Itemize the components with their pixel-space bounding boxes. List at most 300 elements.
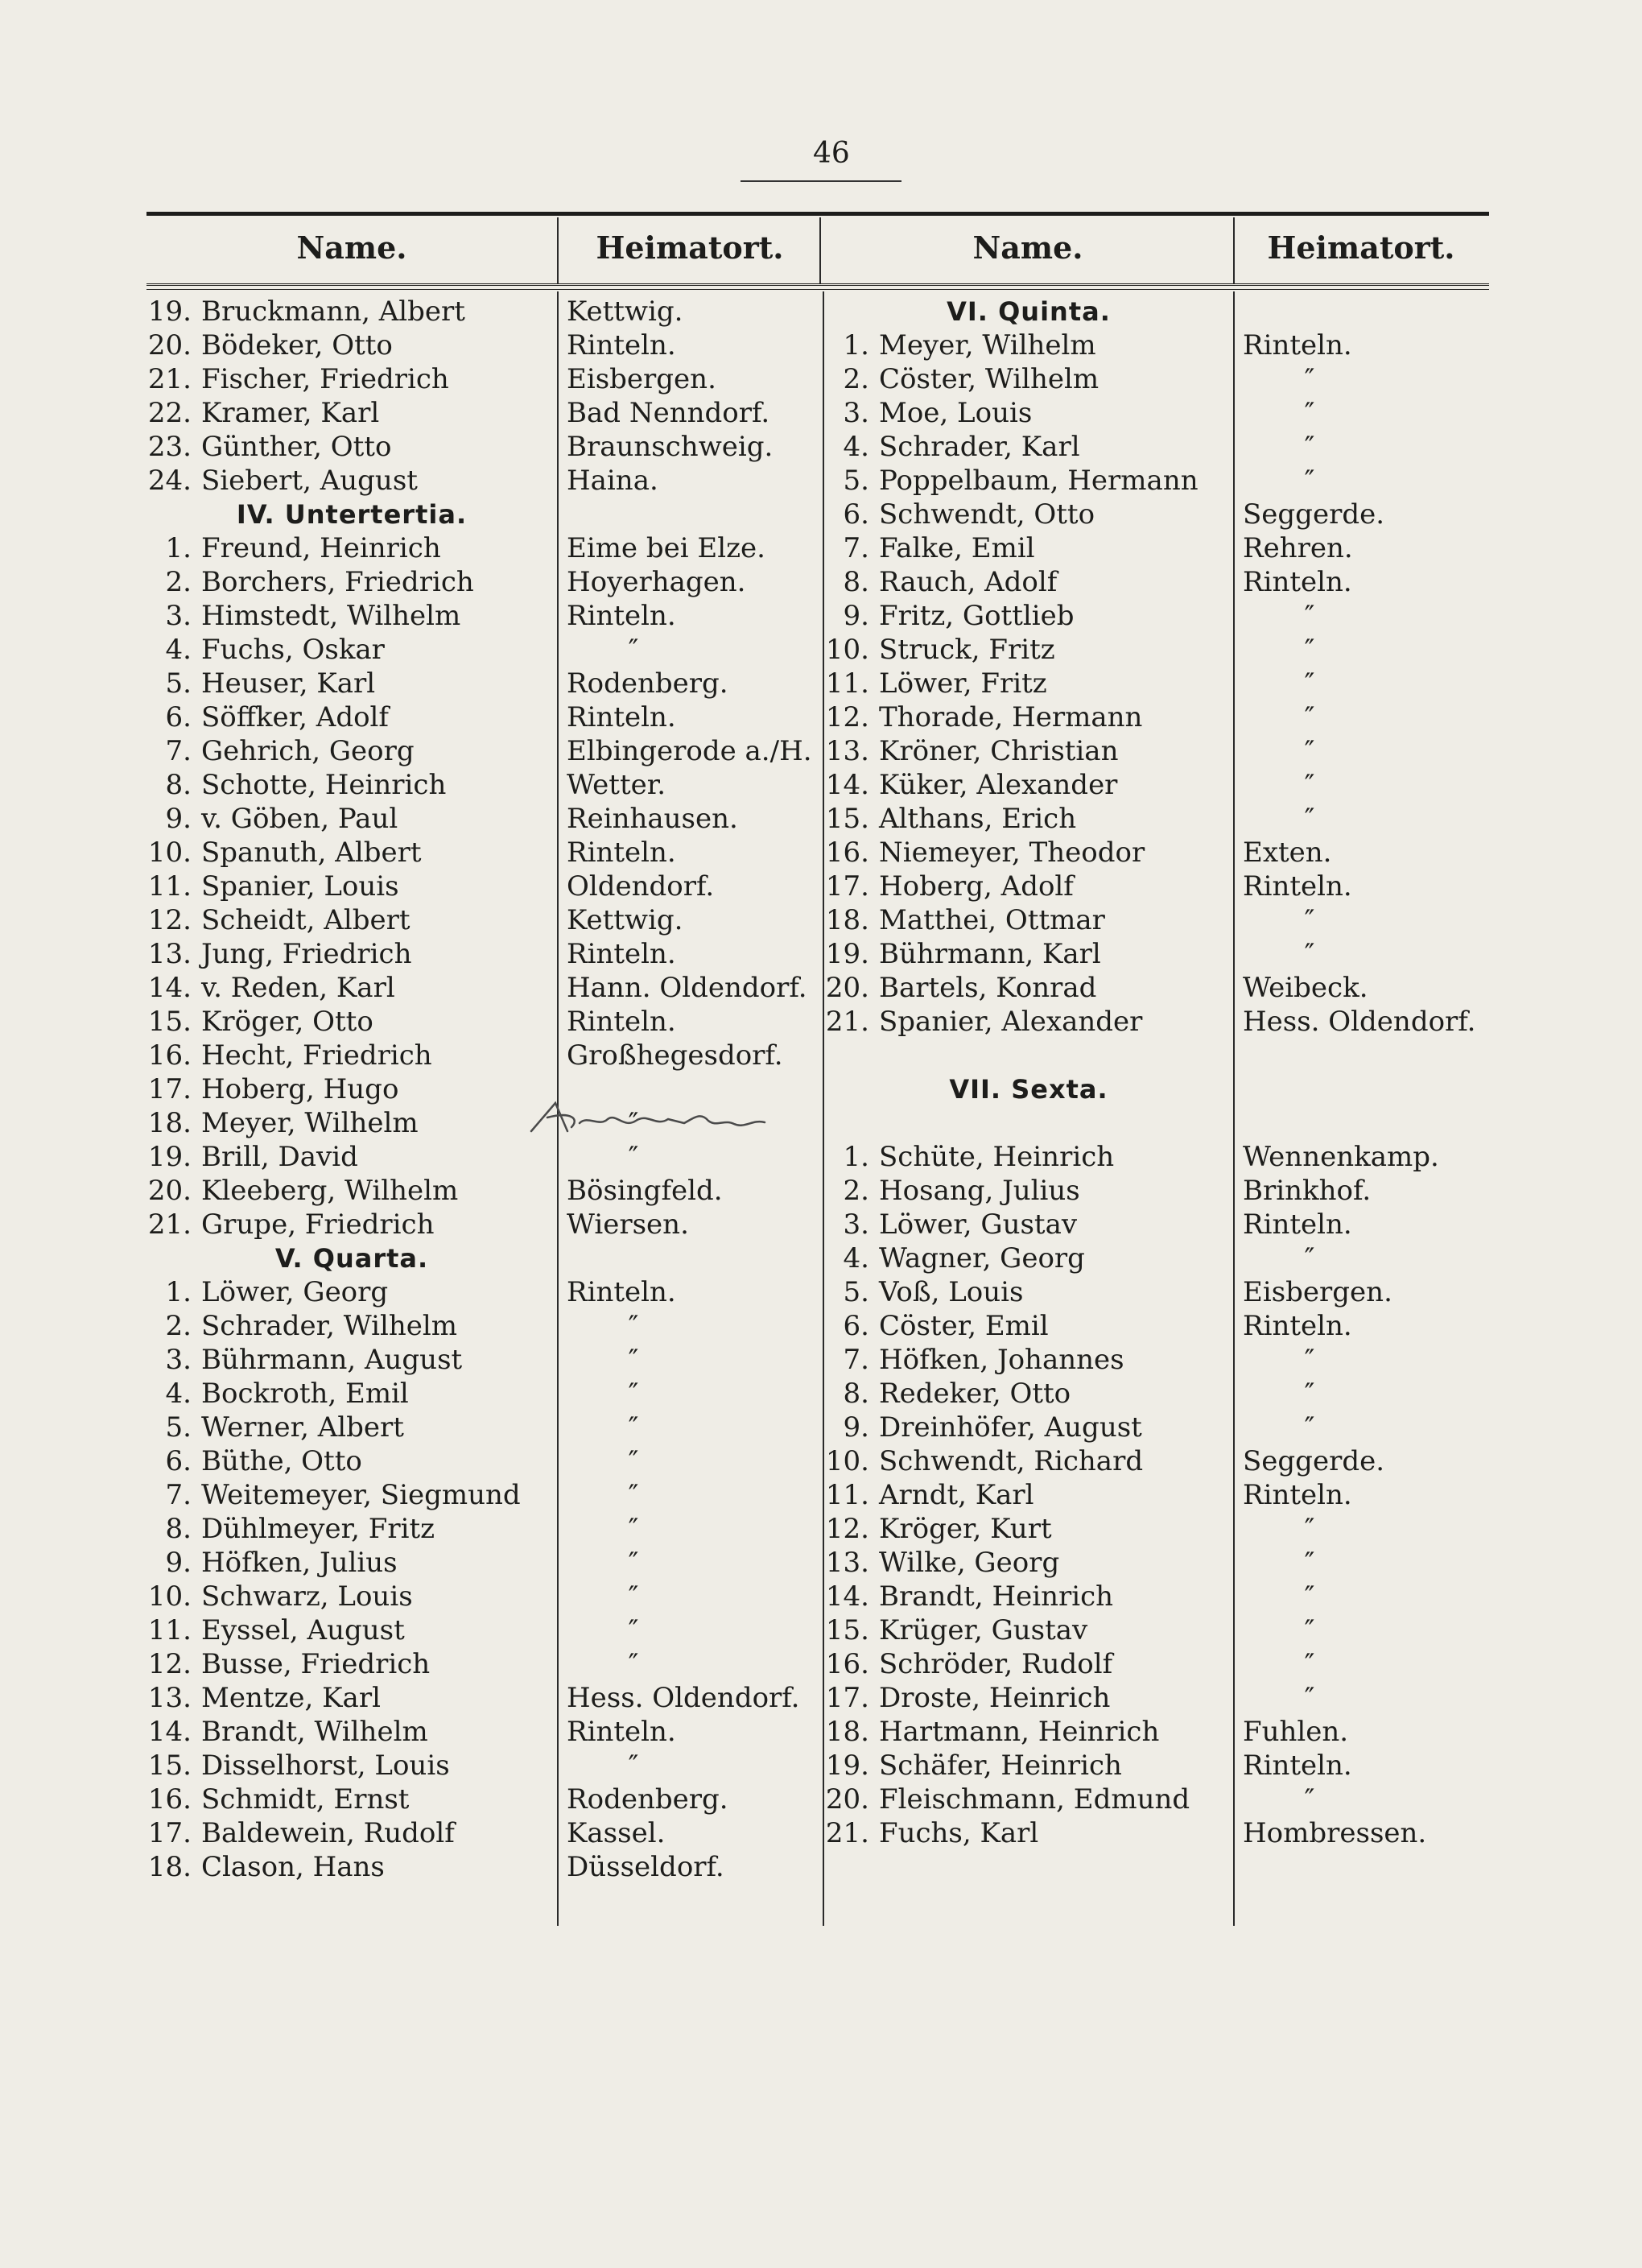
hometown-cell: Rinteln. — [567, 329, 676, 361]
student-name-cell — [146, 633, 557, 667]
student-name: Spanier, Alexander — [879, 1006, 1143, 1038]
student-name-cell — [824, 1647, 1233, 1681]
hometown-cell: Hess. Oldendorf. — [567, 1682, 800, 1714]
student-name: Wagner, Georg — [879, 1242, 1085, 1274]
student-name: Spanuth, Albert — [201, 837, 422, 869]
student-name: Arndt, Karl — [879, 1479, 1034, 1511]
hometown-cell: Weibeck. — [1243, 972, 1368, 1004]
row-number: 12. — [147, 904, 192, 936]
row-number: 15. — [147, 1750, 192, 1782]
student-name-cell — [146, 870, 557, 903]
student-name: Fritz, Gottlieb — [879, 600, 1075, 632]
student-name: Grupe, Friedrich — [201, 1208, 435, 1241]
student-name: Clason, Hans — [201, 1851, 385, 1883]
table-row — [146, 1140, 823, 1174]
student-name: Matthei, Ottmar — [879, 904, 1105, 936]
table-row — [824, 1174, 1489, 1208]
hometown-cell: ″ — [1304, 1614, 1315, 1646]
handwritten-signature — [523, 1095, 829, 1143]
table-row — [824, 1749, 1489, 1783]
table-row — [146, 1816, 823, 1850]
student-name: Borchers, Friedrich — [201, 566, 474, 598]
row-number: 7. — [165, 1479, 192, 1511]
hometown-cell: Rinteln. — [1243, 566, 1352, 598]
table-row — [824, 1546, 1489, 1580]
student-name-cell — [146, 1072, 557, 1106]
student-name: Bruckmann, Albert — [201, 295, 465, 328]
student-name: Rauch, Adolf — [879, 566, 1058, 598]
student-name: Baldewein, Rudolf — [201, 1817, 455, 1849]
row-number: 14. — [147, 1716, 192, 1748]
table-row — [824, 1478, 1489, 1512]
hometown-cell: Fuhlen. — [1243, 1716, 1349, 1748]
table-row — [824, 937, 1489, 971]
student-name: Schotte, Heinrich — [201, 769, 447, 801]
student-name-cell — [146, 599, 557, 633]
student-name-cell — [146, 1613, 557, 1647]
student-name-cell — [146, 1411, 557, 1444]
student-name-cell — [146, 1478, 557, 1512]
table-row — [824, 430, 1489, 464]
row-number: 18. — [147, 1107, 192, 1139]
student-name-cell — [146, 1647, 557, 1681]
student-name: Heuser, Karl — [201, 667, 376, 700]
hometown-cell: ″ — [1304, 938, 1315, 970]
header-name-right: Name. — [972, 229, 1083, 266]
student-name-cell — [824, 1512, 1233, 1546]
hometown-cell: Düsseldorf. — [567, 1851, 724, 1883]
student-name: Moe, Louis — [879, 397, 1033, 429]
row-number: 6. — [165, 701, 192, 733]
student-name: Weitemeyer, Siegmund — [201, 1479, 521, 1511]
hometown-cell: ″ — [1304, 600, 1315, 632]
student-name: Schrader, Wilhelm — [201, 1310, 458, 1342]
student-name-cell — [824, 1478, 1233, 1512]
table-row — [146, 328, 823, 362]
student-name-cell — [146, 1816, 557, 1850]
table-row — [146, 937, 823, 971]
student-name-cell — [824, 1816, 1233, 1850]
column-divider-left-header — [557, 217, 559, 283]
table-row — [824, 1005, 1489, 1039]
table-row — [824, 531, 1489, 565]
row-number: 11. — [147, 870, 192, 903]
student-name: Falke, Emil — [879, 532, 1035, 564]
student-name-cell — [146, 565, 557, 599]
student-name-cell — [824, 531, 1233, 565]
table-row — [146, 565, 823, 599]
student-name: Werner, Albert — [201, 1411, 404, 1444]
student-name: Schwarz, Louis — [201, 1580, 413, 1613]
student-name: Schwendt, Otto — [879, 498, 1095, 531]
row-number: 2. — [843, 363, 869, 395]
table-row — [146, 734, 823, 768]
hometown-cell: Kassel. — [567, 1817, 666, 1849]
table-row — [824, 1377, 1489, 1411]
row-number: 19. — [147, 295, 192, 328]
student-name-cell — [824, 430, 1233, 464]
hometown-cell: ″ — [628, 1445, 639, 1477]
row-number: 13. — [147, 1682, 192, 1714]
table-row — [146, 430, 823, 464]
student-name: Spanier, Louis — [201, 870, 399, 903]
student-name-cell — [824, 768, 1233, 802]
student-name-cell — [824, 903, 1233, 937]
hometown-cell: ″ — [1304, 1783, 1315, 1816]
table-row — [824, 396, 1489, 430]
row-number: 16. — [825, 1648, 869, 1680]
header-rule-bottom — [146, 283, 1489, 290]
student-name: Busse, Friedrich — [201, 1648, 431, 1680]
page-number-rule — [741, 180, 901, 182]
hometown-cell: Rinteln. — [1243, 1208, 1352, 1241]
student-name-cell — [146, 1174, 557, 1208]
header-rule-top — [146, 212, 1489, 216]
student-name: Kröner, Christian — [879, 735, 1119, 767]
row-number: 21. — [147, 1208, 192, 1241]
student-name-cell — [146, 430, 557, 464]
row-number: 9. — [165, 803, 192, 835]
hometown-cell: Rinteln. — [1243, 1310, 1352, 1342]
student-name-cell — [146, 1275, 557, 1309]
student-name: Himstedt, Wilhelm — [201, 600, 461, 632]
student-name: Cöster, Emil — [879, 1310, 1049, 1342]
hometown-cell: ″ — [628, 1513, 639, 1545]
table-row — [146, 1749, 823, 1783]
row-number: 10. — [147, 837, 192, 869]
student-name-cell — [146, 971, 557, 1005]
row-number: 13. — [825, 735, 869, 767]
student-name: Brandt, Wilhelm — [201, 1716, 428, 1748]
hometown-cell: Wiersen. — [567, 1208, 689, 1241]
table-row — [146, 633, 823, 667]
table-row — [824, 1140, 1489, 1174]
student-name: Fleischmann, Edmund — [879, 1783, 1190, 1816]
table-row — [824, 836, 1489, 870]
student-name-cell — [824, 1208, 1233, 1241]
hometown-cell: Oldendorf. — [567, 870, 715, 903]
student-name: Brill, David — [201, 1141, 358, 1173]
hometown-cell: Rinteln. — [567, 837, 676, 869]
student-name: Kleeberg, Wilhelm — [201, 1175, 459, 1207]
table-row — [824, 903, 1489, 937]
row-number: 18. — [825, 904, 869, 936]
student-name: Schröder, Rudolf — [879, 1648, 1113, 1680]
table-row — [824, 1715, 1489, 1749]
student-name-cell — [146, 464, 557, 498]
student-name-cell — [824, 1613, 1233, 1647]
spacer — [824, 1039, 1489, 1072]
row-number: 1. — [843, 1141, 869, 1173]
row-number: 3. — [165, 1344, 192, 1376]
row-number: 1. — [843, 329, 869, 361]
table-row — [146, 1411, 823, 1444]
student-name: Hartmann, Heinrich — [879, 1716, 1160, 1748]
student-name: Dühlmeyer, Fritz — [201, 1513, 435, 1545]
student-name: Söffker, Adolf — [201, 701, 390, 733]
student-name-cell — [146, 903, 557, 937]
student-name: Jung, Friedrich — [201, 938, 412, 970]
row-number: 17. — [147, 1073, 192, 1105]
student-name: Redeker, Otto — [879, 1378, 1071, 1410]
student-name-cell — [824, 599, 1233, 633]
student-name: Schrader, Karl — [879, 431, 1080, 463]
row-number: 21. — [147, 363, 192, 395]
hometown-cell: Hoyerhagen. — [567, 566, 746, 598]
row-number: 20. — [147, 329, 192, 361]
student-name: Gehrich, Georg — [201, 735, 415, 767]
row-number: 6. — [843, 498, 869, 531]
student-name: Scheidt, Albert — [201, 904, 410, 936]
hometown-cell: ″ — [628, 1107, 639, 1139]
row-number: 10. — [147, 1580, 192, 1613]
table-row — [146, 768, 823, 802]
row-number: 16. — [147, 1783, 192, 1816]
student-name: Fischer, Friedrich — [201, 363, 449, 395]
row-number: 19. — [825, 938, 869, 970]
table-row — [824, 1816, 1489, 1850]
row-number: 8. — [843, 566, 869, 598]
row-number: 3. — [843, 397, 869, 429]
student-name-cell — [146, 1106, 557, 1140]
student-name-cell — [824, 802, 1233, 836]
hometown-cell: ″ — [1304, 701, 1315, 733]
student-name: Dreinhöfer, August — [879, 1411, 1142, 1444]
student-name: Thorade, Hermann — [879, 701, 1143, 733]
table-row — [146, 1613, 823, 1647]
student-name: Löwer, Gustav — [879, 1208, 1078, 1241]
table-row — [824, 700, 1489, 734]
table-row — [824, 1411, 1489, 1444]
row-number: 2. — [165, 1310, 192, 1342]
table-row — [146, 599, 823, 633]
student-name: Schüte, Heinrich — [879, 1141, 1115, 1173]
hometown-cell: ″ — [1304, 363, 1315, 395]
student-name: Hoberg, Hugo — [201, 1073, 399, 1105]
student-name: Hoberg, Adolf — [879, 870, 1074, 903]
hometown-cell: Wetter. — [567, 769, 666, 801]
row-number: 14. — [147, 972, 192, 1004]
student-name-cell — [824, 1783, 1233, 1816]
table-row — [146, 464, 823, 498]
hometown-cell: Rehren. — [1243, 532, 1353, 564]
spacer — [824, 1106, 1489, 1140]
hometown-cell: ″ — [1304, 1378, 1315, 1410]
table-row — [824, 1647, 1489, 1681]
student-name-cell — [824, 396, 1233, 430]
table-row — [824, 1512, 1489, 1546]
header-name-left: Name. — [296, 229, 407, 266]
student-name-cell — [824, 328, 1233, 362]
student-name-cell — [824, 362, 1233, 396]
row-number: 6. — [843, 1310, 869, 1342]
hometown-cell: Rinteln. — [567, 701, 676, 733]
table-row — [824, 971, 1489, 1005]
table-row — [824, 870, 1489, 903]
row-number: 14. — [825, 769, 869, 801]
student-name: Schäfer, Heinrich — [879, 1750, 1122, 1782]
table-row — [824, 498, 1489, 531]
student-name: Bührmann, August — [201, 1344, 463, 1376]
student-name-cell — [824, 734, 1233, 768]
student-name: Hosang, Julius — [879, 1175, 1080, 1207]
student-name-cell — [824, 1005, 1233, 1039]
table-row — [146, 1444, 823, 1478]
student-name-cell — [824, 1681, 1233, 1715]
row-number: 4. — [165, 634, 192, 666]
row-number: 9. — [843, 1411, 869, 1444]
table-row — [146, 362, 823, 396]
table-row — [824, 768, 1489, 802]
table-row — [146, 802, 823, 836]
table-row — [146, 971, 823, 1005]
section-heading: VI. Quinta. — [947, 296, 1111, 327]
student-name: v. Göben, Paul — [201, 803, 398, 835]
table-row — [146, 1039, 823, 1072]
student-name: Siebert, August — [201, 465, 418, 497]
row-number: 24. — [147, 465, 192, 497]
hometown-cell: ″ — [628, 1580, 639, 1613]
row-number: 4. — [843, 431, 869, 463]
student-name: Schmidt, Ernst — [201, 1783, 410, 1816]
table-row — [824, 1309, 1489, 1343]
student-name: Höfken, Julius — [201, 1547, 398, 1579]
student-name: Fuchs, Oskar — [201, 634, 385, 666]
hometown-cell: Haina. — [567, 465, 658, 497]
student-name-cell — [146, 1140, 557, 1174]
hometown-cell: ″ — [1304, 1344, 1315, 1376]
hometown-cell: ″ — [628, 1310, 639, 1342]
student-name-cell — [824, 633, 1233, 667]
row-number: 7. — [843, 532, 869, 564]
student-name-cell — [824, 836, 1233, 870]
student-name-cell — [146, 1377, 557, 1411]
row-number: 16. — [825, 837, 869, 869]
table-row — [824, 1343, 1489, 1377]
row-number: 2. — [843, 1175, 869, 1207]
row-number: 21. — [825, 1817, 869, 1849]
student-name: v. Reden, Karl — [201, 972, 395, 1004]
hometown-cell: Eisbergen. — [1243, 1276, 1392, 1308]
row-number: 22. — [147, 397, 192, 429]
row-number: 2. — [165, 566, 192, 598]
hometown-cell: ″ — [628, 1141, 639, 1173]
hometown-cell: ″ — [1304, 1547, 1315, 1579]
student-name: Kramer, Karl — [201, 397, 380, 429]
hometown-cell: Wennenkamp. — [1243, 1141, 1439, 1173]
row-number: 7. — [165, 735, 192, 767]
hometown-cell: ″ — [1304, 397, 1315, 429]
row-number: 4. — [165, 1378, 192, 1410]
table-row — [824, 734, 1489, 768]
student-name: Bartels, Konrad — [879, 972, 1097, 1004]
table-row — [824, 1783, 1489, 1816]
student-name: Kröger, Kurt — [879, 1513, 1052, 1545]
section-heading: V. Quarta. — [274, 1243, 429, 1274]
hometown-cell: ″ — [1304, 431, 1315, 463]
row-number: 23. — [147, 431, 192, 463]
hometown-cell: ″ — [628, 1648, 639, 1680]
student-name: Meyer, Wilhelm — [201, 1107, 419, 1139]
student-name-cell — [824, 565, 1233, 599]
hometown-cell: Rinteln. — [567, 1716, 676, 1748]
row-number: 3. — [165, 600, 192, 632]
hometown-cell: Eisbergen. — [567, 363, 716, 395]
student-name-cell — [824, 1241, 1233, 1275]
student-name: Bührmann, Karl — [879, 938, 1101, 970]
table-row — [824, 1613, 1489, 1647]
left-table-column — [146, 295, 823, 1884]
hometown-cell: Rodenberg. — [567, 667, 728, 700]
row-number: 5. — [165, 1411, 192, 1444]
student-name-cell — [146, 362, 557, 396]
hometown-cell: ″ — [628, 1411, 639, 1444]
row-number: 19. — [825, 1750, 869, 1782]
student-name: Meyer, Wilhelm — [879, 329, 1096, 361]
row-number: 12. — [825, 701, 869, 733]
student-name-cell — [146, 328, 557, 362]
student-name-cell — [146, 531, 557, 565]
hometown-cell: ″ — [628, 1344, 639, 1376]
table-row — [146, 1377, 823, 1411]
row-number: 12. — [147, 1648, 192, 1680]
student-name-cell — [146, 1208, 557, 1241]
table-row — [146, 1850, 823, 1884]
hometown-cell: ″ — [1304, 1242, 1315, 1274]
row-number: 7. — [843, 1344, 869, 1376]
hometown-cell: ″ — [628, 1614, 639, 1646]
row-number: 17. — [825, 870, 869, 903]
student-name: Mentze, Karl — [201, 1682, 381, 1714]
student-name: Bockroth, Emil — [201, 1378, 409, 1410]
hometown-cell: ″ — [628, 1378, 639, 1410]
table-row — [824, 1580, 1489, 1613]
right-table-column — [824, 295, 1489, 1850]
hometown-cell: Hann. Oldendorf. — [567, 972, 807, 1004]
row-number: 15. — [147, 1006, 192, 1038]
student-name: Wilke, Georg — [879, 1547, 1060, 1579]
row-number: 9. — [843, 600, 869, 632]
hometown-cell: ″ — [628, 1750, 639, 1782]
hometown-cell: ″ — [1304, 1411, 1315, 1444]
table-row — [824, 1444, 1489, 1478]
row-number: 18. — [147, 1851, 192, 1883]
row-number: 3. — [843, 1208, 869, 1241]
student-name: Cöster, Wilhelm — [879, 363, 1099, 395]
table-row — [146, 1478, 823, 1512]
row-number: 5. — [843, 465, 869, 497]
hometown-cell: Kettwig. — [567, 904, 683, 936]
student-name: Freund, Heinrich — [201, 532, 441, 564]
student-name: Hecht, Friedrich — [201, 1039, 432, 1072]
student-name-cell — [824, 1140, 1233, 1174]
hometown-cell: Rinteln. — [567, 600, 676, 632]
hometown-cell: ″ — [1304, 735, 1315, 767]
hometown-cell: Rinteln. — [567, 1276, 676, 1308]
table-row — [146, 1275, 823, 1309]
student-name: Eyssel, August — [201, 1614, 405, 1646]
hometown-cell: Rinteln. — [1243, 1750, 1352, 1782]
student-name-cell — [824, 971, 1233, 1005]
table-row — [146, 700, 823, 734]
row-number: 20. — [825, 972, 869, 1004]
student-name-cell — [146, 295, 557, 328]
student-name-cell — [824, 1275, 1233, 1309]
row-number: 12. — [825, 1513, 869, 1545]
student-name-cell — [146, 1715, 557, 1749]
hometown-cell: ″ — [1304, 1513, 1315, 1545]
table-row — [824, 1241, 1489, 1275]
